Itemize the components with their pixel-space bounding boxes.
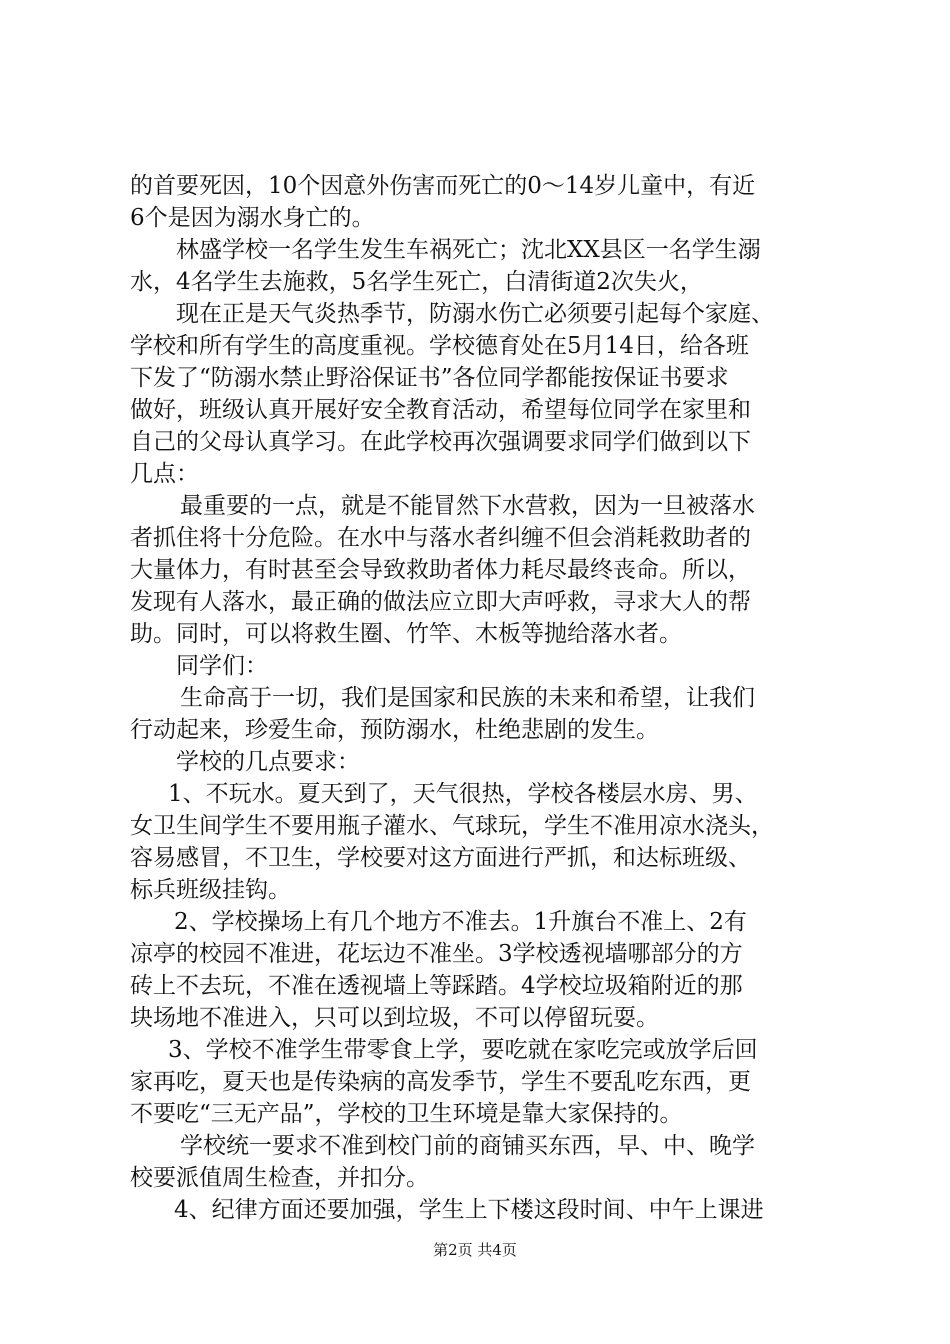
paragraph-line: 4、纪律方面还要加强，学生上下楼这段时间、中午上课进: [174, 1197, 764, 1223]
paragraph-line: 砖上不去玩，不准在透视墙上等踩踏。4学校垃圾箱附近的那: [130, 973, 743, 999]
paragraph-line: 现在正是天气炎热季节，防溺水伤亡必须要引起每个家庭、: [176, 301, 774, 327]
document-body: [130, 170, 830, 1226]
page-number-footer: 第2页 共4页: [433, 1241, 517, 1259]
paragraph-line: 学校统一要求不准到校门前的商铺买东西，早、中、晚学: [180, 1133, 755, 1159]
paragraph-line: 学校的几点要求：: [176, 749, 360, 775]
paragraph-line: 行动起来，珍爱生命，预防溺水，杜绝悲剧的发生。: [130, 717, 659, 743]
paragraph-line: 块场地不准进入，只可以到垃圾，不可以停留玩耍。: [130, 1005, 659, 1031]
paragraph-line: 校要派值周生检查，并扣分。: [130, 1165, 429, 1191]
paragraph-line: 发现有人落水，最正确的做法应立即大声呼救，寻求大人的帮: [130, 589, 751, 615]
paragraph-line: 自己的父母认真学习。在此学校再次强调要求同学们做到以下: [130, 429, 751, 455]
paragraph-line: 水，4名学生去施救，5名学生死亡，白清街道2次失火，: [130, 269, 703, 295]
paragraph-line: 家再吃，夏天也是传染病的高发季节，学生不要乱吃东西，更: [130, 1069, 751, 1095]
paragraph-line: 的首要死因，10个因意外伤害而死亡的0～14岁儿童中，有近: [130, 173, 756, 199]
paragraph-line: 2、学校操场上有几个地方不准去。1升旗台不准上、2有: [174, 909, 747, 935]
paragraph-line: 林盛学校一名学生发生车祸死亡；沈北XX县区一名学生溺: [176, 237, 761, 263]
paragraph-line: 同学们：: [176, 653, 268, 679]
paragraph-line: 大量体力，有时甚至会导致救助者体力耗尽最终丧命。所以，: [130, 557, 751, 583]
paragraph-line: 做好，班级认真开展好安全教育活动，希望每位同学在家里和: [130, 397, 751, 423]
paragraph-line: 生命高于一切，我们是国家和民族的未来和希望，让我们: [180, 685, 755, 711]
paragraph-line: 几点：: [130, 461, 199, 487]
paragraph-line: 容易感冒，不卫生，学校要对这方面进行严抓，和达标班级、: [130, 845, 751, 871]
paragraph-line: 女卫生间学生不要用瓶子灌水、气球玩，学生不准用凉水浇头，: [130, 813, 774, 839]
paragraph-line: 最重要的一点，就是不能冒然下水营救，因为一旦被落水: [180, 493, 755, 519]
paragraph-line: 者抓住将十分危险。在水中与落水者纠缠不但会消耗救助者的: [130, 525, 751, 551]
paragraph-line: 凉亭的校园不准进，花坛边不准坐。3学校透视墙哪部分的方: [130, 941, 743, 967]
paragraph-line: 下发了“防溺水禁止野浴保证书”各位同学都能按保证书要求: [130, 365, 729, 391]
paragraph-line: 1、不玩水。夏天到了，天气很热，学校各楼层水房、男、: [168, 781, 758, 807]
paragraph-line: 6个是因为溺水身亡的。: [130, 205, 375, 231]
paragraph-line: 标兵班级挂钩。: [130, 877, 291, 903]
paragraph-line: 学校和所有学生的高度重视。学校德育处在5月14日，给各班: [130, 333, 749, 359]
paragraph-line: 不要吃“三无产品”，学校的卫生环境是靠大家保持的。: [130, 1101, 683, 1127]
paragraph-line: 助。同时，可以将救生圈、竹竿、木板等抛给落水者。: [130, 621, 682, 647]
paragraph-line: 3、学校不准学生带零食上学，要吃就在家吃完或放学后回: [168, 1037, 758, 1063]
